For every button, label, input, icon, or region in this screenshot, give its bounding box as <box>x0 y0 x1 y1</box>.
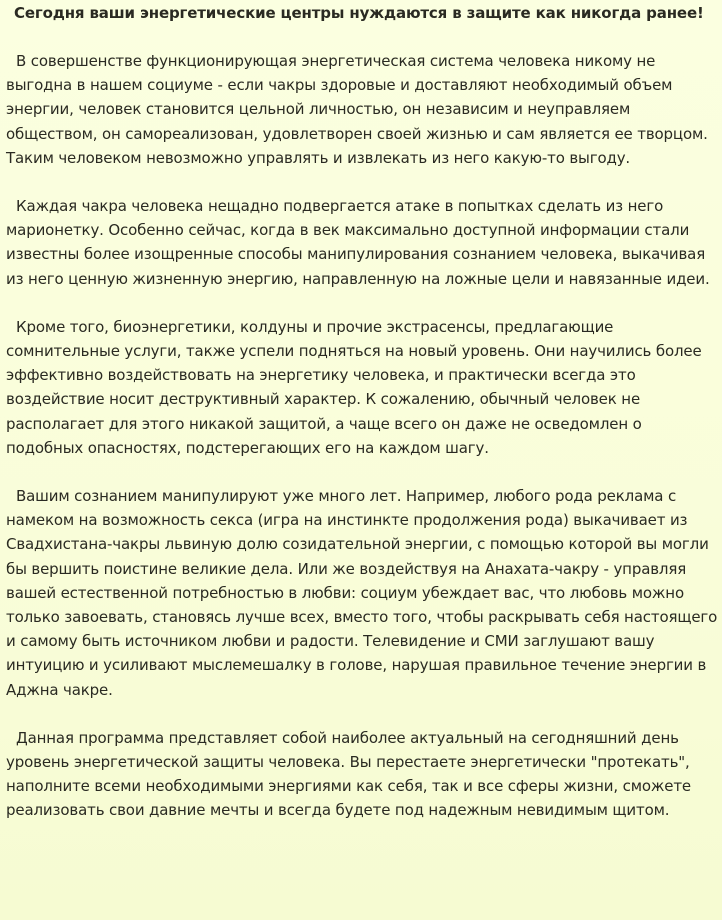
paragraph-1: В совершенстве функционирующая энергетическая система человека никому не выгодна в нашем социуме - если чакры здоровые и доставляют необходимый объем энергии, человек становится цельной личностью, он независим и неуправляем обществом, он самореализован, удовлетворен своей жизнью и сам является ее творцом. Таким человеком невозможно управлять и извлекать из него какую-то выгоду. <box>6 52 708 167</box>
article-heading: Сегодня ваши энергетические центры нуждаются в защите как никогда ранее! <box>14 4 704 22</box>
spacer <box>6 25 718 49</box>
paragraph-3: Кроме того, биоэнергетики, колдуны и прочие экстрасенсы, предлагающие сомнительные услуги, также успели подняться на новый уровень. Они научились более эффективно воздействовать на энергетику человека, и практически всегда это воздействие носит деструктивный характер. К сожалению, обычный человек не располагает для этого никакой защитой, а чаще всего он даже не осведомлен о подобных опасностях, подстерегающих его на каждом шагу. <box>6 317 702 457</box>
paragraph-5: Данная программа представляет собой наиболее актуальный на сегодняшний день уровень энергетической защиты человека. Вы перестаете энергетически "протекать", наполните всеми необходимыми энергиями как себя, так и все сферы жизни, сможете реализовать свои давние мечты и всегда будете под надежным невидимым щитом. <box>6 728 691 820</box>
paragraph-4: Вашим сознанием манипулируют уже много лет. Например, любого рода реклама с намеком на возможность секса (игра на инстинкте продолжения рода) выкачивает из Свадхистана-чакры львиную долю созидательной энергии, с помощью которой вы могли бы вершить поистине великие дела. Или же воздействуя на Анахата-чакру - управляя вашей естественной потребностью в любви: социум убеждает вас, что любовь можно только завоевать, становясь лучше всех, вместо того, чтобы раскрывать себя настоящего и самому быть источником любви и радости. Телевидение и СМИ заглушают вашу интуицию и усиливают мыслемешалку в голове, нарушая правильное течение энергии в Аджна чакре. <box>6 487 718 699</box>
spacer <box>6 460 718 484</box>
paragraph-2: Каждая чакра человека нещадно подвергается атаке в попытках сделать из него марионетку. Особенно сейчас, когда в век максимально доступной информации стали известны более изощренные способы манипулирования сознанием человека, выкачивая из него ценную жизненную энергию, направленную на ложные цели и навязанные идеи. <box>6 197 710 288</box>
spacer <box>6 291 718 315</box>
spacer <box>6 170 718 194</box>
spacer <box>6 702 718 726</box>
